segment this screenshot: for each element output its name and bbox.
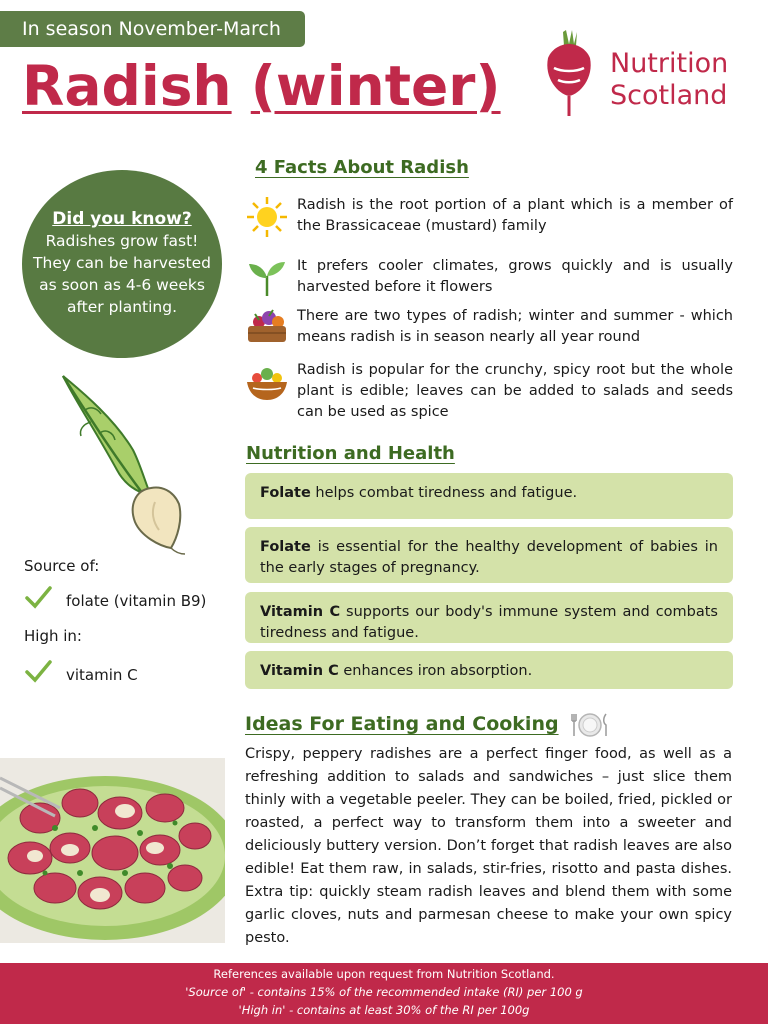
footer-references: References available upon request from Nutrition Scotland. [213, 967, 555, 981]
sun-icon [245, 195, 289, 239]
footer-source-def: 'Source of' - contains 15% of the recommended intake (RI) per 100 g [185, 985, 583, 999]
seedling-icon [245, 256, 289, 300]
beetroot-logo-icon [540, 28, 600, 120]
fact-text: It prefers cooler climates, grows quickly and is usually harvested before it flowers [297, 258, 733, 295]
did-you-know-body: Radishes grow fast! They can be harvested as soon as 4-6 weeks after planting. [33, 232, 211, 316]
fact-text: Radish is popular for the crunchy, spicy root but the whole plant is edible; leaves can be added to salads and seeds can be used as spice [297, 362, 733, 420]
fact-item [245, 256, 735, 300]
source-item [24, 586, 234, 616]
logo-line-2: Scotland [610, 80, 728, 111]
salad-bowl-icon [245, 360, 289, 404]
nutrient-claim: enhances iron absorption. [338, 663, 533, 679]
nutrient-name: Vitamin C [260, 604, 341, 620]
title-main: Radish [22, 54, 232, 118]
fact-item [245, 360, 735, 424]
nutrition-box [245, 527, 733, 583]
fact-item [245, 306, 735, 350]
radish-illustration [55, 370, 195, 560]
source-item-label: folate (vitamin B9) [66, 592, 207, 610]
high-in-label: High in: [24, 627, 82, 645]
check-icon [24, 584, 52, 612]
plate-cutlery-icon [570, 712, 610, 738]
nutrition-box [245, 473, 733, 519]
nutrient-claim: helps combat tiredness and fatigue. [310, 485, 578, 501]
high-item-label: vitamin C [66, 666, 138, 684]
nutrition-box [245, 592, 733, 643]
nutrient-name: Folate [260, 485, 311, 501]
fact-item [245, 195, 735, 239]
ideas-heading: Ideas For Eating and Cooking [245, 713, 559, 735]
page-title [22, 54, 501, 118]
fact-text: Radish is the root portion of a plant which is a member of the Brassicaceae (mustard) family [297, 197, 733, 234]
nutrient-claim: is essential for the healthy development of babies in the early stages of pregnancy. [260, 539, 718, 576]
facts-heading: 4 Facts About Radish [255, 157, 469, 178]
high-item [24, 660, 234, 690]
did-you-know-title: Did you know? [52, 209, 192, 229]
fact-text: There are two types of radish; winter and summer - which means radish is in season nearly all year round [297, 308, 733, 345]
nutrient-name: Folate [260, 539, 311, 555]
ideas-body: Crispy, peppery radishes are a perfect finger food, as well as a refreshing addition to salads and sandwiches – just slice them thinly with a vegetable peeler. They can be boiled, fried, pickled or roasted, a perfect way to transform them into a sweeter and deliciously buttery version. Don’t forget that radish leaves are also edible! Eat them raw, in salads, stir-fries, risotto and pasta dishes. Extra tip: quickly steam radish leaves and blend them with some garlic cloves, nuts and parmesan cheese to make your own spicy pesto. [245, 746, 732, 946]
vegetable-basket-icon [245, 306, 289, 350]
nutrient-claim: supports our body's immune system and combats tiredness and fatigue. [260, 604, 718, 641]
season-badge: In season November-March [0, 11, 305, 47]
nutrition-box [245, 651, 733, 689]
logo-line-1: Nutrition [610, 48, 729, 79]
nutrition-heading: Nutrition and Health [246, 443, 455, 464]
footer-high-def: 'High in' - contains at least 30% of the RI per 100g [238, 1003, 530, 1017]
nutrient-name: Vitamin C [260, 663, 339, 679]
roasted-radish-photo [0, 758, 225, 943]
nutrition-scotland-logo [540, 28, 740, 120]
title-paren: (winter) [250, 54, 501, 118]
logo-text [610, 48, 728, 112]
footer [0, 963, 768, 1024]
check-icon [24, 658, 52, 686]
did-you-know-panel [22, 170, 222, 358]
source-of-label: Source of: [24, 557, 100, 575]
